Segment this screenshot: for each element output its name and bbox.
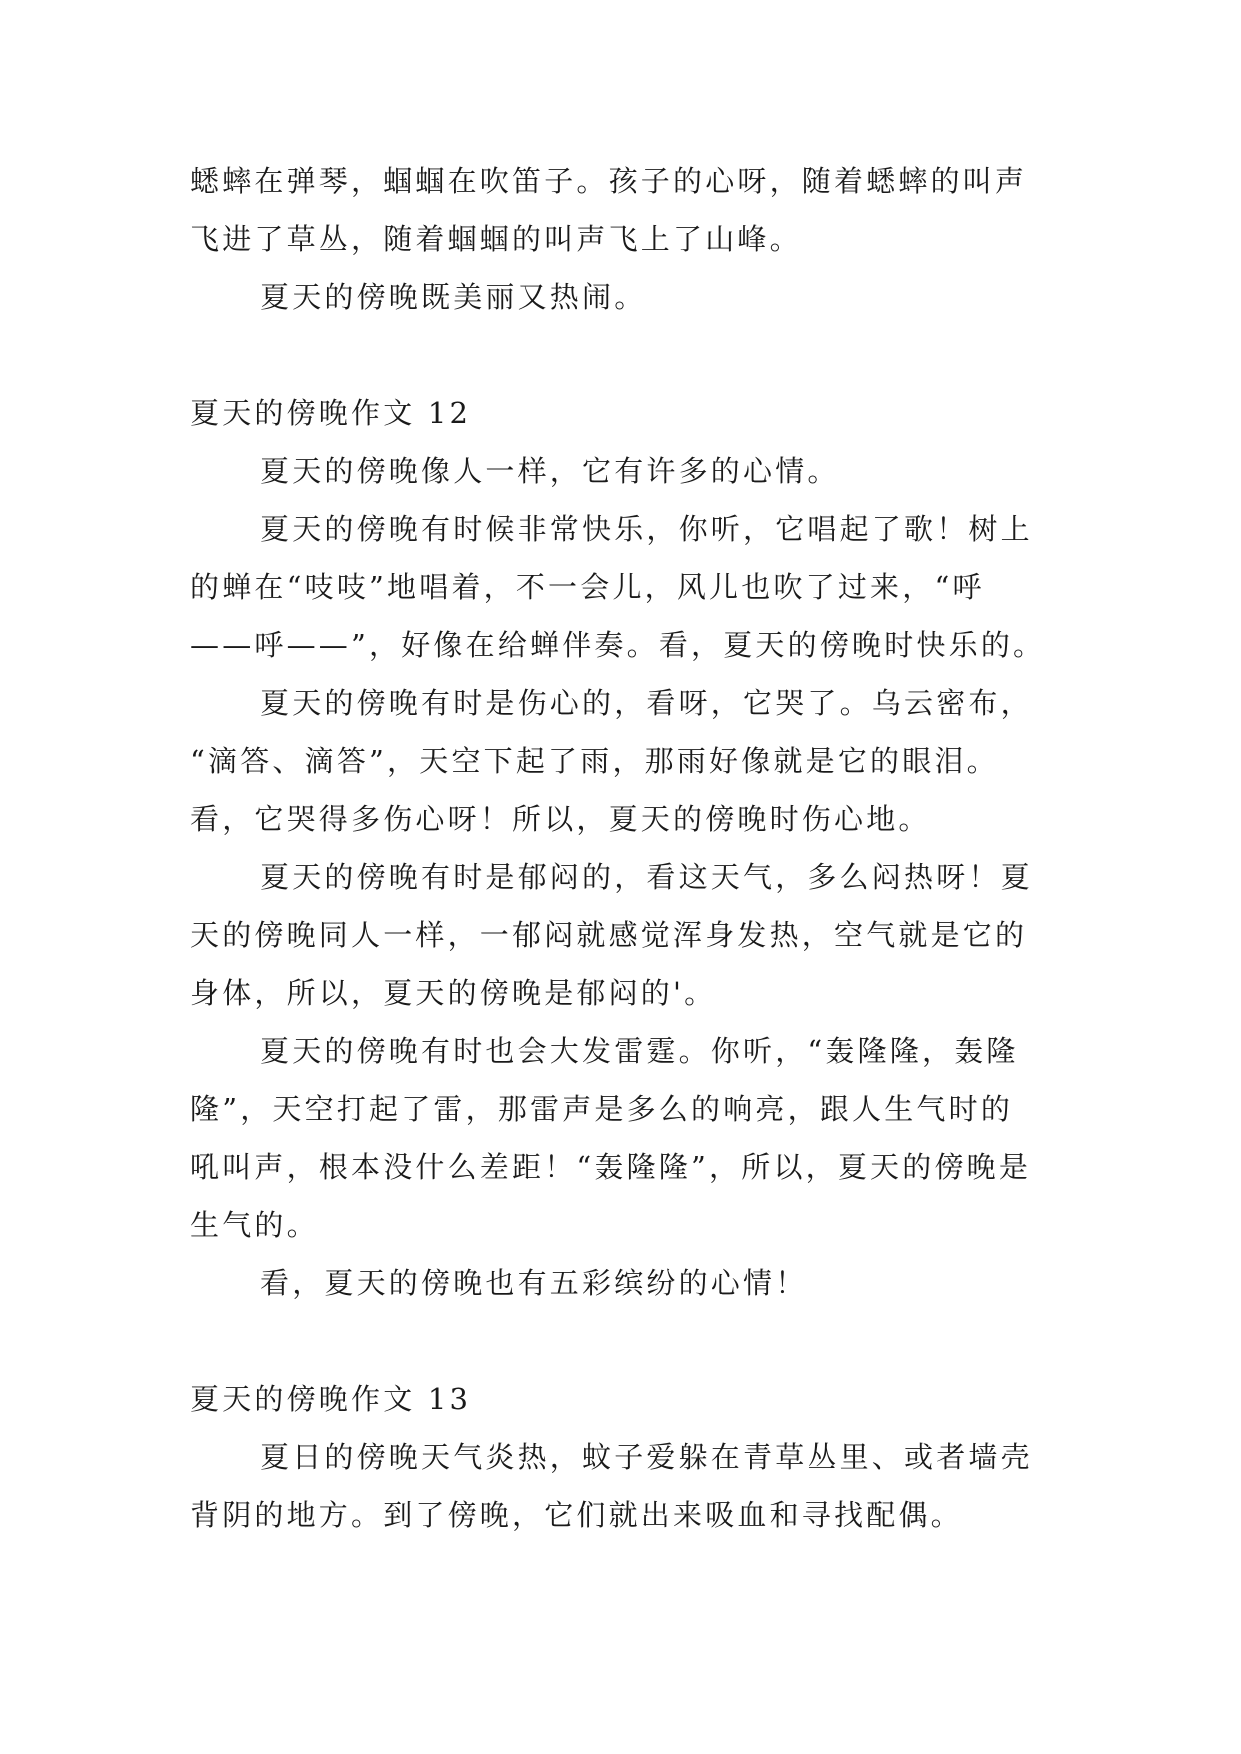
paragraph-line: 的蝉在“吱吱”地唱着，不一会儿，风儿也吹了过来，“呼 (190, 570, 985, 604)
paragraph-line: 夏天的傍晚有时候非常快乐，你听，它唱起了歌！树上 (260, 512, 1033, 546)
essay-13-title: 夏天的傍晚作文 13 (190, 1382, 472, 1416)
closing-paragraph: 夏天的傍晚既美丽又热闹。 (260, 280, 647, 314)
paragraph-line: 背阴的地方。到了傍晚，它们就出来吸血和寻找配偶。 (190, 1498, 963, 1532)
paragraph-line: 看，夏天的傍晚也有五彩缤纷的心情！ (260, 1266, 808, 1300)
paragraph-line: 吼叫声，根本没什么差距！“轰隆隆”，所以，夏天的傍晚是 (190, 1150, 1032, 1184)
essay-12-title: 夏天的傍晚作文 12 (190, 396, 472, 430)
paragraph-line: 夏天的傍晚有时也会大发雷霆。你听，“轰隆隆，轰隆 (260, 1034, 1019, 1068)
paragraph-line: 夏天的傍晚有时是伤心的，看呀，它哭了。乌云密布， (260, 686, 1033, 720)
paragraph-line: 夏日的傍晚天气炎热，蚊子爱躲在青草丛里、或者墙壳 (260, 1440, 1033, 1474)
paragraph-line: 生气的。 (190, 1208, 319, 1242)
paragraph-line: 隆”，天空打起了雷，那雷声是多么的响亮，跟人生气时的 (190, 1092, 1014, 1126)
document-body (190, 152, 1070, 1544)
paragraph-line: ——呼——”，好像在给蝉伴奏。看，夏天的傍晚时快乐的。 (190, 628, 1046, 662)
paragraph-line: 天的傍晚同人一样，一郁闷就感觉浑身发热，空气就是它的 (190, 918, 1028, 952)
section-gap (190, 326, 1070, 384)
section-gap (190, 1312, 1070, 1370)
paragraph-line: 看，它哭得多伤心呀！所以，夏天的傍晚时伤心地。 (190, 802, 931, 836)
paragraph-line: 身体，所以，夏天的傍晚是郁闷的'。 (190, 976, 717, 1010)
paragraph-line: 夏天的傍晚像人一样，它有许多的心情。 (260, 454, 840, 488)
text-line: 蟋蟀在弹琴，蝈蝈在吹笛子。孩子的心呀，随着蟋蟀的叫声 (190, 164, 1028, 198)
paragraph-line: “滴答、滴答”，天空下起了雨，那雨好像就是它的眼泪。 (190, 744, 999, 778)
text-line: 飞进了草丛，随着蝈蝈的叫声飞上了山峰。 (190, 222, 802, 256)
paragraph-line: 夏天的傍晚有时是郁闷的，看这天气，多么闷热呀！夏 (260, 860, 1033, 894)
